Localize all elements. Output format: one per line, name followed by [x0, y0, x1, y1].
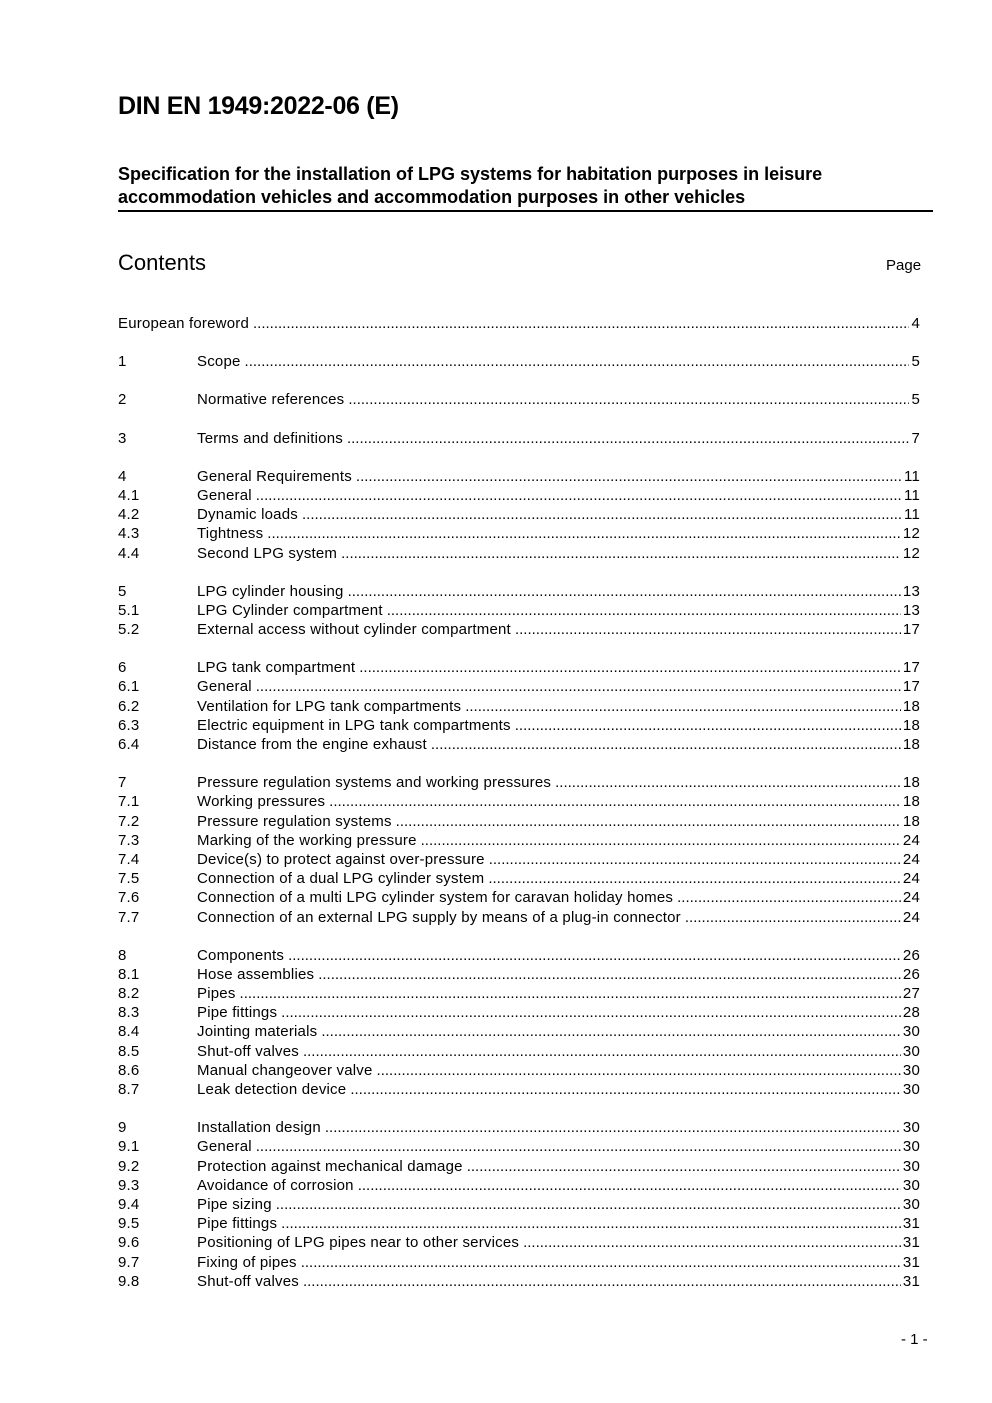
toc-entry-number: 7.5: [118, 870, 140, 888]
toc-dot-leader: [515, 717, 901, 734]
toc-entry[interactable]: [118, 487, 920, 506]
toc-dot-leader: [467, 1158, 901, 1175]
toc-entry-number: 6.4: [118, 736, 140, 753]
page-number: - 1 -: [901, 1331, 928, 1348]
toc-entry-number: 9: [118, 1119, 127, 1137]
toc-entry-number: 7.4: [118, 850, 140, 868]
toc-entry[interactable]: [118, 1177, 920, 1196]
toc-entry-number: 2: [118, 391, 127, 409]
toc-dot-leader: [489, 851, 901, 868]
toc-entry[interactable]: [118, 1023, 920, 1042]
toc-dot-leader: [356, 468, 902, 485]
toc-entry-title: Positioning of LPG pipes near to other services: [197, 1234, 520, 1252]
toc-entry-title: External access without cylinder compartment: [197, 621, 511, 639]
toc-dot-leader: [431, 736, 901, 753]
toc-entry[interactable]: [118, 1119, 920, 1138]
toc-entry[interactable]: [118, 602, 920, 621]
toc-dot-leader: [523, 1234, 901, 1251]
toc-entry[interactable]: [118, 545, 920, 564]
toc-entry-page: 12: [902, 525, 920, 543]
toc-entry-page: 31: [902, 1234, 920, 1252]
toc-dot-leader: [348, 391, 909, 408]
toc-entry-page: 18: [902, 812, 920, 830]
toc-entry-title: LPG cylinder housing: [197, 582, 344, 600]
toc-entry[interactable]: [118, 468, 920, 487]
toc-entry-title: Dynamic loads: [197, 506, 298, 524]
toc-dot-leader: [281, 1004, 901, 1021]
toc-entry-title: Pipe sizing: [197, 1195, 272, 1213]
toc-entry[interactable]: [118, 1234, 920, 1253]
toc-entry-number: 8.2: [118, 985, 140, 1003]
toc-entry-page: 30: [902, 1023, 920, 1041]
toc-entry-title: Tightness: [197, 525, 264, 543]
toc-entry[interactable]: [118, 966, 920, 985]
toc-entry-page: 30: [902, 1157, 920, 1175]
toc-entry-number: 9.2: [118, 1157, 140, 1175]
toc-entry-number: 8.4: [118, 1023, 140, 1041]
toc-dot-leader: [421, 832, 901, 849]
toc-dot-leader: [321, 1023, 901, 1040]
toc-entry-page: 30: [902, 1119, 920, 1137]
toc-entry-title: General Requirements: [197, 467, 352, 485]
toc-entry-number: 8: [118, 946, 127, 964]
toc-entry-number: 4: [118, 467, 127, 485]
toc-entry[interactable]: [118, 1004, 920, 1023]
toc-dot-leader: [358, 1177, 901, 1194]
toc-entry-title: Components: [197, 946, 285, 964]
toc-dot-leader: [318, 966, 901, 983]
toc-entry-page: 17: [902, 621, 920, 639]
toc-entry-number: 5: [118, 582, 127, 600]
toc-entry[interactable]: [118, 1273, 920, 1292]
toc-entry-page: 24: [902, 908, 920, 926]
toc-entry-title: Installation design: [197, 1119, 321, 1137]
toc-entry-page: 27: [902, 985, 920, 1003]
toc-entry-title: Electric equipment in LPG tank compartments: [197, 716, 511, 734]
toc-entry-number: 9.1: [118, 1138, 140, 1156]
toc-entry-number: 7.6: [118, 889, 140, 907]
toc-dot-leader: [281, 1215, 901, 1232]
toc-entry-page: 17: [902, 659, 920, 677]
toc-entry[interactable]: [118, 430, 920, 449]
toc-entry-page: 5: [911, 391, 920, 409]
toc-dot-leader: [301, 1254, 901, 1271]
toc-entry-number: 4.3: [118, 525, 140, 543]
toc-entry-page: 18: [902, 774, 920, 792]
toc-entry[interactable]: [118, 698, 920, 717]
toc-entry-title: Ventilation for LPG tank compartments: [197, 697, 462, 715]
toc-dot-leader: [253, 315, 909, 332]
toc-entry-number: 6.3: [118, 716, 140, 734]
toc-entry[interactable]: [118, 391, 920, 410]
toc-entry-page: 17: [902, 678, 920, 696]
toc-entry[interactable]: [118, 353, 920, 372]
toc-entry-number: 5.1: [118, 601, 140, 619]
page-column-label: Page: [886, 257, 922, 274]
toc-entry-title: Manual changeover valve: [197, 1061, 373, 1079]
toc-entry-page: 11: [904, 486, 920, 504]
document-title: Specification for the installation of LPG systems for habitation purposes in leisure accommodation vehicles and accommodation purposes in other vehicles: [118, 163, 933, 212]
toc-entry[interactable]: [118, 851, 920, 870]
toc-entry-title: Connection of a dual LPG cylinder system: [197, 870, 485, 888]
toc-entry-title: Working pressures: [197, 793, 326, 811]
toc-entry[interactable]: [118, 832, 920, 851]
table-of-contents: [118, 315, 920, 1292]
toc-entry[interactable]: [118, 621, 920, 640]
toc-entry-page: 5: [911, 353, 920, 371]
toc-entry-page: 12: [902, 544, 920, 562]
toc-entry-page: 30: [902, 1061, 920, 1079]
toc-entry-page: 7: [911, 429, 920, 447]
toc-entry-page: 13: [902, 582, 920, 600]
toc-dot-leader: [256, 678, 901, 695]
toc-dot-leader: [303, 1273, 901, 1290]
toc-dot-leader: [347, 430, 910, 447]
toc-entry-number: 1: [118, 353, 127, 371]
toc-dot-leader: [677, 889, 901, 906]
toc-dot-leader: [685, 909, 901, 926]
toc-entry-number: 8.3: [118, 1004, 140, 1022]
toc-entry-page: 31: [902, 1215, 920, 1233]
toc-entry-number: 6.1: [118, 678, 140, 696]
toc-entry-title: Connection of an external LPG supply by means of a plug-in connector: [197, 908, 681, 926]
toc-entry-title: Avoidance of corrosion: [197, 1176, 354, 1194]
toc-entry[interactable]: [118, 985, 920, 1004]
toc-entry-page: 31: [902, 1253, 920, 1271]
toc-entry-number: 7.1: [118, 793, 140, 811]
toc-dot-leader: [256, 1138, 901, 1155]
toc-entry[interactable]: [118, 659, 920, 678]
toc-entry-title: Pipe fittings: [197, 1215, 278, 1233]
toc-entry-number: 9.3: [118, 1176, 140, 1194]
toc-dot-leader: [465, 698, 901, 715]
toc-entry-title: Marking of the working pressure: [197, 831, 417, 849]
toc-entry-title: General: [197, 678, 252, 696]
toc-entry[interactable]: [118, 1062, 920, 1081]
toc-entry[interactable]: [118, 1254, 920, 1273]
toc-entry-number: 7.2: [118, 812, 140, 830]
toc-dot-leader: [488, 870, 901, 887]
toc-entry-number: 5.2: [118, 621, 140, 639]
toc-entry-title: Pipe fittings: [197, 1004, 278, 1022]
toc-entry-title: Pressure regulation systems and working pressures: [197, 774, 552, 792]
toc-entry-page: 30: [902, 1195, 920, 1213]
toc-entry-page: 4: [911, 315, 920, 332]
toc-entry-page: 11: [904, 506, 920, 524]
toc-entry[interactable]: [118, 947, 920, 966]
toc-entry-title: Pipes: [197, 985, 236, 1003]
toc-entry-page: 13: [902, 601, 920, 619]
toc-entry-number: 7.3: [118, 831, 140, 849]
toc-entry-title: Pressure regulation systems: [197, 812, 392, 830]
toc-entry-title: Shut-off valves: [197, 1272, 299, 1290]
toc-entry-number: 8.7: [118, 1081, 140, 1098]
toc-entry-page: 18: [902, 793, 920, 811]
toc-entry-number: 4.2: [118, 506, 140, 524]
toc-entry-title: Hose assemblies: [197, 965, 315, 983]
toc-entry-page: 30: [902, 1138, 920, 1156]
toc-entry[interactable]: [118, 1196, 920, 1215]
toc-dot-leader: [396, 813, 901, 830]
toc-dot-leader: [303, 1043, 901, 1060]
toc-entry-page: 24: [902, 850, 920, 868]
toc-entry-number: 4.4: [118, 544, 140, 562]
toc-entry[interactable]: [118, 506, 920, 525]
toc-entry-title: Terms and definitions: [197, 429, 343, 447]
toc-entry-page: 18: [902, 716, 920, 734]
toc-entry-title: Device(s) to protect against over-pressure: [197, 850, 485, 868]
toc-entry-title: Leak detection device: [197, 1081, 347, 1098]
toc-dot-leader: [359, 659, 901, 676]
toc-entry[interactable]: [118, 1138, 920, 1157]
toc-entry[interactable]: [118, 793, 920, 812]
toc-entry[interactable]: [118, 736, 920, 755]
toc-entry-page: 26: [902, 965, 920, 983]
toc-entry-number: 9.5: [118, 1215, 140, 1233]
toc-entry[interactable]: [118, 315, 920, 334]
toc-entry-number: 8.6: [118, 1061, 140, 1079]
toc-dot-leader: [302, 506, 902, 523]
toc-dot-leader: [267, 525, 901, 542]
toc-entry[interactable]: [118, 1081, 920, 1100]
toc-dot-leader: [276, 1196, 901, 1213]
toc-entry-title: Scope: [197, 353, 241, 371]
toc-dot-leader: [350, 1081, 901, 1098]
toc-dot-leader: [325, 1119, 901, 1136]
toc-entry[interactable]: [118, 717, 920, 736]
toc-dot-leader: [555, 774, 901, 791]
toc-entry-page: 11: [904, 467, 920, 485]
toc-entry[interactable]: [118, 1158, 920, 1177]
toc-entry-number: 9.4: [118, 1195, 140, 1213]
toc-entry-title: European foreword: [118, 315, 249, 332]
toc-dot-leader: [288, 947, 901, 964]
toc-entry[interactable]: [118, 909, 920, 928]
toc-entry-title: Protection against mechanical damage: [197, 1157, 463, 1175]
contents-heading: Contents: [118, 250, 207, 275]
toc-entry-page: 30: [902, 1081, 920, 1098]
toc-entry-number: 3: [118, 429, 127, 447]
toc-entry-title: General: [197, 486, 252, 504]
toc-entry-number: 8.1: [118, 965, 140, 983]
toc-entry-title: Distance from the engine exhaust: [197, 736, 427, 753]
toc-entry[interactable]: [118, 678, 920, 697]
toc-entry-number: 9.8: [118, 1272, 140, 1290]
toc-entry-number: 7.7: [118, 908, 140, 926]
toc-entry-title: Normative references: [197, 391, 345, 409]
toc-entry[interactable]: [118, 1215, 920, 1234]
toc-entry-number: 6: [118, 659, 127, 677]
toc-dot-leader: [348, 583, 901, 600]
toc-entry-number: 8.5: [118, 1042, 140, 1060]
toc-entry-page: 24: [902, 889, 920, 907]
toc-dot-leader: [256, 487, 902, 504]
toc-entry[interactable]: [118, 1043, 920, 1062]
toc-entry[interactable]: [118, 583, 920, 602]
toc-dot-leader: [387, 602, 901, 619]
toc-entry-page: 26: [902, 946, 920, 964]
toc-entry[interactable]: [118, 525, 920, 544]
toc-entry-number: 9.6: [118, 1234, 140, 1252]
toc-entry-page: 30: [902, 1042, 920, 1060]
toc-entry-title: LPG tank compartment: [197, 659, 356, 677]
toc-entry-title: LPG Cylinder compartment: [197, 601, 383, 619]
toc-entry[interactable]: [118, 889, 920, 908]
toc-entry-number: 6.2: [118, 697, 140, 715]
toc-entry-number: 7: [118, 774, 127, 792]
toc-entry-page: 18: [902, 697, 920, 715]
toc-dot-leader: [329, 793, 901, 810]
toc-dot-leader: [245, 353, 910, 370]
toc-entry-page: 24: [902, 870, 920, 888]
toc-entry-title: Connection of a multi LPG cylinder system for caravan holiday homes: [197, 889, 674, 907]
toc-entry-title: Shut-off valves: [197, 1042, 299, 1060]
toc-entry-page: 24: [902, 831, 920, 849]
toc-entry-number: 9.7: [118, 1253, 140, 1271]
toc-entry-page: 28: [902, 1004, 920, 1022]
toc-entry-title: General: [197, 1138, 252, 1156]
toc-entry[interactable]: [118, 870, 920, 889]
toc-entry-number: 4.1: [118, 486, 140, 504]
document-id: DIN EN 1949:2022-06 (E): [118, 92, 399, 120]
toc-entry[interactable]: [118, 813, 920, 832]
toc-entry-page: 18: [902, 736, 920, 753]
toc-entry-title: Fixing of pipes: [197, 1253, 297, 1271]
toc-entry-page: 31: [902, 1272, 920, 1290]
toc-entry-title: Second LPG system: [197, 544, 338, 562]
toc-entry[interactable]: [118, 774, 920, 793]
toc-dot-leader: [240, 985, 901, 1002]
toc-dot-leader: [377, 1062, 901, 1079]
toc-dot-leader: [341, 545, 901, 562]
toc-dot-leader: [515, 621, 901, 638]
toc-entry-page: 30: [902, 1176, 920, 1194]
toc-entry-title: Jointing materials: [197, 1023, 318, 1041]
